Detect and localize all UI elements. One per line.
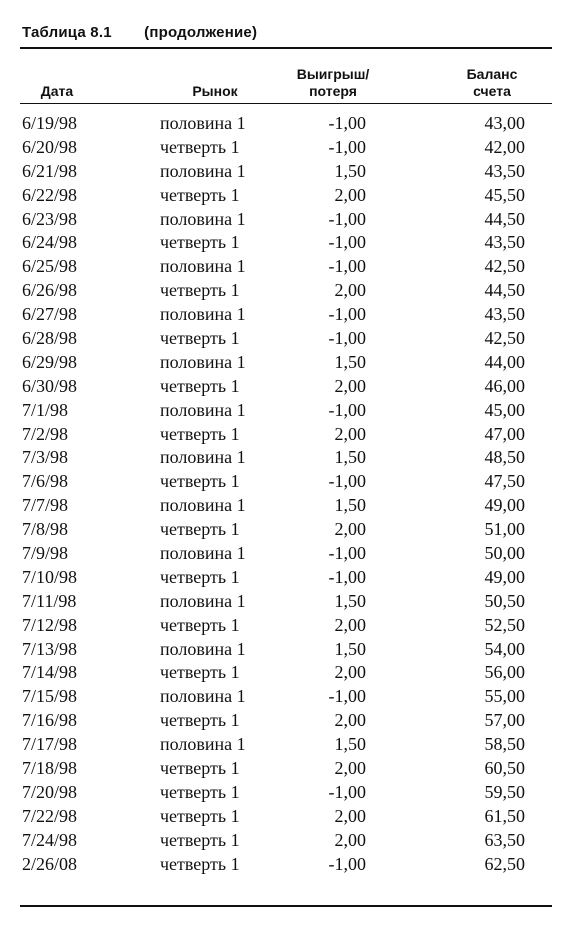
cell-date: 7/10/98 [22, 566, 78, 587]
cell-date: 7/14/98 [22, 662, 78, 683]
table-bottom-rule [20, 905, 552, 907]
cell-market: четверть 1 [160, 375, 240, 396]
cell-balance: 42,50 [484, 328, 525, 349]
cell-date: 7/22/98 [22, 805, 78, 826]
cell-market: четверть 1 [160, 710, 240, 731]
cell-balance: 48,50 [484, 447, 525, 468]
table-body [0, 112, 570, 877]
table-header-rule [20, 103, 552, 104]
table-row [0, 494, 570, 518]
cell-balance: 51,00 [484, 519, 525, 540]
cell-win-loss: -1,00 [328, 256, 366, 277]
table-number: Таблица 8.1 [22, 24, 112, 41]
cell-balance: 44,50 [484, 208, 525, 229]
cell-market: половина 1 [160, 590, 246, 611]
cell-balance: 52,50 [484, 614, 525, 635]
cell-date: 7/7/98 [22, 495, 69, 516]
cell-date: 7/3/98 [22, 447, 69, 468]
cell-date: 7/2/98 [22, 423, 69, 444]
cell-win-loss: -1,00 [328, 399, 366, 420]
table-row [0, 661, 570, 685]
cell-market: четверть 1 [160, 519, 240, 540]
table-caption [22, 24, 257, 41]
cell-date: 6/20/98 [22, 136, 78, 157]
cell-win-loss: 2,00 [334, 805, 366, 826]
table-row [0, 614, 570, 638]
cell-date: 7/9/98 [22, 543, 69, 564]
cell-market: половина 1 [160, 638, 246, 659]
cell-market: четверть 1 [160, 423, 240, 444]
cell-market: четверть 1 [160, 829, 240, 850]
cell-market: половина 1 [160, 256, 246, 277]
cell-win-loss: -1,00 [328, 208, 366, 229]
cell-win-loss: -1,00 [328, 136, 366, 157]
cell-market: половина 1 [160, 734, 246, 755]
cell-win-loss: 2,00 [334, 280, 366, 301]
cell-market: четверть 1 [160, 184, 240, 205]
cell-balance: 50,50 [484, 590, 525, 611]
cell-market: половина 1 [160, 351, 246, 372]
cell-balance: 61,50 [484, 805, 525, 826]
table-row [0, 590, 570, 614]
column-header-balance-line2: счета [473, 83, 511, 99]
cell-balance: 43,50 [484, 160, 525, 181]
cell-date: 6/25/98 [22, 256, 78, 277]
cell-balance: 56,00 [484, 662, 525, 683]
cell-date: 6/22/98 [22, 184, 78, 205]
table-row [0, 303, 570, 327]
cell-balance: 43,00 [484, 113, 525, 133]
cell-win-loss: 2,00 [334, 184, 366, 205]
table-row [0, 112, 570, 136]
cell-balance: 58,50 [484, 734, 525, 755]
table-top-rule [20, 47, 552, 49]
cell-balance: 50,00 [484, 543, 525, 564]
cell-balance: 47,50 [484, 471, 525, 492]
cell-date: 6/28/98 [22, 328, 78, 349]
cell-market: половина 1 [160, 160, 246, 181]
cell-date: 7/18/98 [22, 758, 78, 779]
cell-market: четверть 1 [160, 614, 240, 635]
cell-win-loss: -1,00 [328, 471, 366, 492]
cell-win-loss: -1,00 [328, 232, 366, 253]
cell-market: четверть 1 [160, 853, 240, 874]
cell-market: четверть 1 [160, 280, 240, 301]
cell-date: 6/21/98 [22, 160, 78, 181]
column-header-balance-line1: Баланс [466, 66, 518, 82]
cell-balance: 42,50 [484, 256, 525, 277]
cell-balance: 54,00 [484, 638, 525, 659]
table-row [0, 470, 570, 494]
table-row [0, 757, 570, 781]
table-row [0, 542, 570, 566]
table-row [0, 781, 570, 805]
column-header-date-label: Дата [40, 83, 74, 99]
cell-win-loss: -1,00 [328, 328, 366, 349]
cell-win-loss: 1,50 [334, 160, 366, 181]
cell-win-loss: 2,00 [334, 375, 366, 396]
cell-market: четверть 1 [160, 232, 240, 253]
cell-date: 7/13/98 [22, 638, 78, 659]
cell-balance: 44,00 [484, 351, 525, 372]
cell-market: половина 1 [160, 686, 246, 707]
cell-date: 6/24/98 [22, 232, 78, 253]
column-header-balance [452, 58, 532, 100]
cell-date: 7/11/98 [22, 590, 77, 611]
cell-win-loss: 2,00 [334, 662, 366, 683]
cell-date: 6/23/98 [22, 208, 78, 229]
column-header-win-loss [283, 58, 383, 100]
cell-win-loss: 2,00 [334, 614, 366, 635]
cell-date: 7/6/98 [22, 471, 69, 492]
table-row [0, 853, 570, 877]
cell-win-loss: -1,00 [328, 113, 366, 133]
table-row [0, 231, 570, 255]
table-row [0, 829, 570, 853]
table-row [0, 805, 570, 829]
cell-date: 2/26/08 [22, 853, 78, 874]
cell-balance: 45,50 [484, 184, 525, 205]
cell-market: половина 1 [160, 543, 246, 564]
cell-date: 7/8/98 [22, 519, 69, 540]
cell-win-loss: 2,00 [334, 710, 366, 731]
cell-win-loss: 1,50 [334, 495, 366, 516]
cell-date: 6/26/98 [22, 280, 78, 301]
cell-market: четверть 1 [160, 758, 240, 779]
cell-win-loss: 1,50 [334, 351, 366, 372]
cell-date: 7/15/98 [22, 686, 78, 707]
cell-market: четверть 1 [160, 471, 240, 492]
cell-market: четверть 1 [160, 136, 240, 157]
cell-win-loss: 2,00 [334, 519, 366, 540]
table-row [0, 255, 570, 279]
cell-market: четверть 1 [160, 805, 240, 826]
cell-balance: 63,50 [484, 829, 525, 850]
cell-win-loss: 2,00 [334, 423, 366, 444]
cell-win-loss: -1,00 [328, 304, 366, 325]
cell-market: четверть 1 [160, 328, 240, 349]
cell-balance: 49,00 [484, 566, 525, 587]
cell-date: 7/1/98 [22, 399, 69, 420]
cell-balance: 57,00 [484, 710, 525, 731]
cell-date: 7/24/98 [22, 829, 78, 850]
cell-win-loss: -1,00 [328, 543, 366, 564]
cell-balance: 43,50 [484, 232, 525, 253]
cell-balance: 45,00 [484, 399, 525, 420]
cell-date: 7/20/98 [22, 781, 78, 802]
table-continuation-note: (продолжение) [144, 24, 258, 41]
cell-win-loss: 2,00 [334, 829, 366, 850]
column-header-win-loss-line1: Выигрыш/ [296, 66, 370, 82]
cell-win-loss: 2,00 [334, 758, 366, 779]
cell-win-loss: 1,50 [334, 447, 366, 468]
table-row [0, 208, 570, 232]
cell-date: 6/19/98 [22, 113, 78, 133]
table-row [0, 160, 570, 184]
cell-balance: 43,50 [484, 304, 525, 325]
cell-date: 6/30/98 [22, 375, 78, 396]
cell-win-loss: 1,50 [334, 590, 366, 611]
table-row [0, 446, 570, 470]
cell-balance: 47,00 [484, 423, 525, 444]
cell-market: половина 1 [160, 113, 246, 133]
table-row [0, 399, 570, 423]
cell-market: четверть 1 [160, 566, 240, 587]
cell-date: 6/29/98 [22, 351, 78, 372]
table-row [0, 423, 570, 447]
cell-win-loss: 1,50 [334, 734, 366, 755]
table-row [0, 327, 570, 351]
column-header-date [22, 58, 92, 100]
table-row [0, 566, 570, 590]
table-row [0, 136, 570, 160]
table-row [0, 709, 570, 733]
cell-market: половина 1 [160, 304, 246, 325]
cell-balance: 60,50 [484, 758, 525, 779]
cell-market: половина 1 [160, 399, 246, 420]
column-header-win-loss-line2: потеря [309, 83, 357, 99]
cell-market: половина 1 [160, 208, 246, 229]
table-row [0, 518, 570, 542]
cell-market: четверть 1 [160, 781, 240, 802]
cell-balance: 44,50 [484, 280, 525, 301]
table-row [0, 184, 570, 208]
cell-date: 7/12/98 [22, 614, 78, 635]
table-row [0, 375, 570, 399]
cell-market: половина 1 [160, 447, 246, 468]
cell-market: четверть 1 [160, 662, 240, 683]
cell-balance: 49,00 [484, 495, 525, 516]
column-header-market [160, 58, 270, 100]
cell-date: 6/27/98 [22, 304, 78, 325]
cell-win-loss: -1,00 [328, 781, 366, 802]
table-row [0, 733, 570, 757]
cell-market: половина 1 [160, 495, 246, 516]
column-header-market-label: Рынок [192, 83, 238, 99]
table-row [0, 685, 570, 709]
table-row [0, 279, 570, 303]
cell-balance: 55,00 [484, 686, 525, 707]
cell-date: 7/17/98 [22, 734, 78, 755]
cell-win-loss: -1,00 [328, 686, 366, 707]
cell-balance: 62,50 [484, 853, 525, 874]
cell-win-loss: -1,00 [328, 566, 366, 587]
cell-win-loss: -1,00 [328, 853, 366, 874]
table-row [0, 638, 570, 662]
cell-balance: 42,00 [484, 136, 525, 157]
table-row [0, 351, 570, 375]
cell-balance: 46,00 [484, 375, 525, 396]
cell-balance: 59,50 [484, 781, 525, 802]
cell-date: 7/16/98 [22, 710, 78, 731]
cell-win-loss: 1,50 [334, 638, 366, 659]
